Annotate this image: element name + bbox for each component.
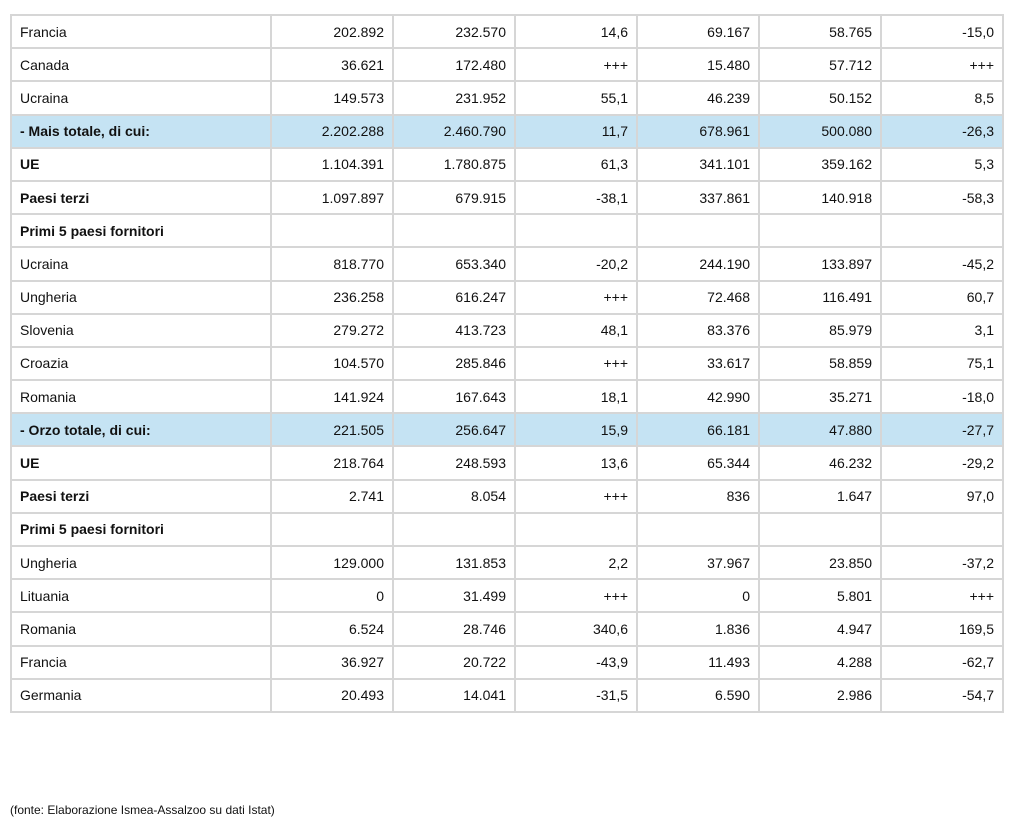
value-cell xyxy=(271,214,393,247)
value-cell: 85.979 xyxy=(759,314,881,347)
value-cell: 58.765 xyxy=(759,15,881,48)
value-cell: +++ xyxy=(515,281,637,314)
row-label: Lituania xyxy=(11,579,271,612)
value-cell: 75,1 xyxy=(881,347,1003,380)
value-cell xyxy=(271,513,393,546)
value-cell: 5,3 xyxy=(881,148,1003,181)
value-cell: 1.780.875 xyxy=(393,148,515,181)
value-cell: 57.712 xyxy=(759,48,881,81)
value-cell xyxy=(515,214,637,247)
table-row xyxy=(11,48,1003,81)
row-label: Ucraina xyxy=(11,81,271,114)
value-cell: -37,2 xyxy=(881,546,1003,579)
value-cell: 8.054 xyxy=(393,480,515,513)
row-label: Paesi terzi xyxy=(11,181,271,214)
value-cell: 11.493 xyxy=(637,646,759,679)
value-cell: 37.967 xyxy=(637,546,759,579)
value-cell: -29,2 xyxy=(881,446,1003,479)
value-cell: 15.480 xyxy=(637,48,759,81)
value-cell: 2.202.288 xyxy=(271,115,393,148)
value-cell: 1.836 xyxy=(637,612,759,645)
value-cell: -31,5 xyxy=(515,679,637,712)
value-cell xyxy=(881,214,1003,247)
table-row xyxy=(11,513,1003,546)
row-label: Ungheria xyxy=(11,546,271,579)
value-cell: 231.952 xyxy=(393,81,515,114)
value-cell: 244.190 xyxy=(637,247,759,280)
value-cell: 218.764 xyxy=(271,446,393,479)
table-row xyxy=(11,480,1003,513)
value-cell: 28.746 xyxy=(393,612,515,645)
row-label: Croazia xyxy=(11,347,271,380)
value-cell: 55,1 xyxy=(515,81,637,114)
table-row xyxy=(11,214,1003,247)
value-cell xyxy=(393,513,515,546)
table-body xyxy=(11,15,1003,712)
table-row xyxy=(11,546,1003,579)
value-cell: 48,1 xyxy=(515,314,637,347)
value-cell: 83.376 xyxy=(637,314,759,347)
value-cell: 36.621 xyxy=(271,48,393,81)
table-row xyxy=(11,579,1003,612)
row-label: Romania xyxy=(11,380,271,413)
value-cell: -45,2 xyxy=(881,247,1003,280)
value-cell: 141.924 xyxy=(271,380,393,413)
value-cell: 129.000 xyxy=(271,546,393,579)
row-label: UE xyxy=(11,148,271,181)
value-cell: 66.181 xyxy=(637,413,759,446)
row-label: - Mais totale, di cui: xyxy=(11,115,271,148)
value-cell: -62,7 xyxy=(881,646,1003,679)
value-cell: 11,7 xyxy=(515,115,637,148)
table-row xyxy=(11,646,1003,679)
value-cell: +++ xyxy=(881,48,1003,81)
value-cell: -27,7 xyxy=(881,413,1003,446)
value-cell: 133.897 xyxy=(759,247,881,280)
value-cell: 6.590 xyxy=(637,679,759,712)
total-row xyxy=(11,115,1003,148)
value-cell: 61,3 xyxy=(515,148,637,181)
value-cell: 2,2 xyxy=(515,546,637,579)
row-label: Canada xyxy=(11,48,271,81)
value-cell: 42.990 xyxy=(637,380,759,413)
table-row xyxy=(11,679,1003,712)
table-row xyxy=(11,380,1003,413)
value-cell: +++ xyxy=(515,480,637,513)
value-cell xyxy=(637,214,759,247)
value-cell xyxy=(759,214,881,247)
value-cell: 1.647 xyxy=(759,480,881,513)
value-cell: 679.915 xyxy=(393,181,515,214)
value-cell: 104.570 xyxy=(271,347,393,380)
value-cell: 0 xyxy=(637,579,759,612)
value-cell: 341.101 xyxy=(637,148,759,181)
value-cell: 340,6 xyxy=(515,612,637,645)
value-cell: +++ xyxy=(515,579,637,612)
value-cell: 33.617 xyxy=(637,347,759,380)
value-cell: -43,9 xyxy=(515,646,637,679)
value-cell: 116.491 xyxy=(759,281,881,314)
value-cell: 13,6 xyxy=(515,446,637,479)
value-cell: -18,0 xyxy=(881,380,1003,413)
row-label: UE xyxy=(11,446,271,479)
value-cell: 50.152 xyxy=(759,81,881,114)
data-table xyxy=(10,14,1004,713)
value-cell: 0 xyxy=(271,579,393,612)
value-cell: 172.480 xyxy=(393,48,515,81)
row-label: Romania xyxy=(11,612,271,645)
value-cell: 500.080 xyxy=(759,115,881,148)
table-row xyxy=(11,612,1003,645)
value-cell: 1.097.897 xyxy=(271,181,393,214)
value-cell: 2.986 xyxy=(759,679,881,712)
value-cell xyxy=(881,513,1003,546)
value-cell: 359.162 xyxy=(759,148,881,181)
table-row xyxy=(11,148,1003,181)
value-cell: 65.344 xyxy=(637,446,759,479)
value-cell: 47.880 xyxy=(759,413,881,446)
value-cell: 285.846 xyxy=(393,347,515,380)
value-cell: 5.801 xyxy=(759,579,881,612)
value-cell: 140.918 xyxy=(759,181,881,214)
total-row xyxy=(11,413,1003,446)
value-cell: 337.861 xyxy=(637,181,759,214)
value-cell: 169,5 xyxy=(881,612,1003,645)
value-cell xyxy=(515,513,637,546)
value-cell: 97,0 xyxy=(881,480,1003,513)
value-cell: 72.468 xyxy=(637,281,759,314)
table-row xyxy=(11,15,1003,48)
value-cell xyxy=(759,513,881,546)
value-cell: 20.722 xyxy=(393,646,515,679)
value-cell: -15,0 xyxy=(881,15,1003,48)
value-cell: 36.927 xyxy=(271,646,393,679)
value-cell: 35.271 xyxy=(759,380,881,413)
row-label: Primi 5 paesi fornitori xyxy=(11,214,271,247)
value-cell: 236.258 xyxy=(271,281,393,314)
value-cell: 69.167 xyxy=(637,15,759,48)
value-cell: -20,2 xyxy=(515,247,637,280)
value-cell: 413.723 xyxy=(393,314,515,347)
value-cell: 248.593 xyxy=(393,446,515,479)
value-cell: 14,6 xyxy=(515,15,637,48)
value-cell: -26,3 xyxy=(881,115,1003,148)
value-cell: 4.947 xyxy=(759,612,881,645)
table-row xyxy=(11,181,1003,214)
value-cell: 58.859 xyxy=(759,347,881,380)
value-cell: 202.892 xyxy=(271,15,393,48)
value-cell: 131.853 xyxy=(393,546,515,579)
value-cell: 1.104.391 xyxy=(271,148,393,181)
value-cell: 616.247 xyxy=(393,281,515,314)
row-label: Germania xyxy=(11,679,271,712)
value-cell: +++ xyxy=(515,347,637,380)
value-cell: 18,1 xyxy=(515,380,637,413)
value-cell: -38,1 xyxy=(515,181,637,214)
row-label: Francia xyxy=(11,646,271,679)
value-cell: 3,1 xyxy=(881,314,1003,347)
table-row xyxy=(11,446,1003,479)
row-label: Francia xyxy=(11,15,271,48)
value-cell: 221.505 xyxy=(271,413,393,446)
value-cell: 678.961 xyxy=(637,115,759,148)
value-cell: 256.647 xyxy=(393,413,515,446)
table-row xyxy=(11,347,1003,380)
table-row xyxy=(11,247,1003,280)
row-label: Slovenia xyxy=(11,314,271,347)
row-label: Ucraina xyxy=(11,247,271,280)
table-row xyxy=(11,314,1003,347)
table-row xyxy=(11,281,1003,314)
value-cell: 167.643 xyxy=(393,380,515,413)
value-cell: 15,9 xyxy=(515,413,637,446)
value-cell: 2.460.790 xyxy=(393,115,515,148)
value-cell: 279.272 xyxy=(271,314,393,347)
value-cell: 60,7 xyxy=(881,281,1003,314)
value-cell: 14.041 xyxy=(393,679,515,712)
value-cell: 232.570 xyxy=(393,15,515,48)
value-cell: +++ xyxy=(881,579,1003,612)
value-cell: 8,5 xyxy=(881,81,1003,114)
row-label: - Orzo totale, di cui: xyxy=(11,413,271,446)
value-cell: 836 xyxy=(637,480,759,513)
value-cell: 23.850 xyxy=(759,546,881,579)
value-cell xyxy=(393,214,515,247)
value-cell: -58,3 xyxy=(881,181,1003,214)
source-note: (fonte: Elaborazione Ismea-Assalzoo su dati Istat) xyxy=(10,803,275,817)
row-label: Ungheria xyxy=(11,281,271,314)
value-cell: 4.288 xyxy=(759,646,881,679)
value-cell: 818.770 xyxy=(271,247,393,280)
value-cell: 149.573 xyxy=(271,81,393,114)
value-cell: 31.499 xyxy=(393,579,515,612)
value-cell: -54,7 xyxy=(881,679,1003,712)
row-label: Paesi terzi xyxy=(11,480,271,513)
value-cell: 6.524 xyxy=(271,612,393,645)
value-cell: +++ xyxy=(515,48,637,81)
table-row xyxy=(11,81,1003,114)
value-cell: 20.493 xyxy=(271,679,393,712)
value-cell: 653.340 xyxy=(393,247,515,280)
value-cell: 2.741 xyxy=(271,480,393,513)
value-cell: 46.239 xyxy=(637,81,759,114)
row-label: Primi 5 paesi fornitori xyxy=(11,513,271,546)
value-cell: 46.232 xyxy=(759,446,881,479)
value-cell xyxy=(637,513,759,546)
